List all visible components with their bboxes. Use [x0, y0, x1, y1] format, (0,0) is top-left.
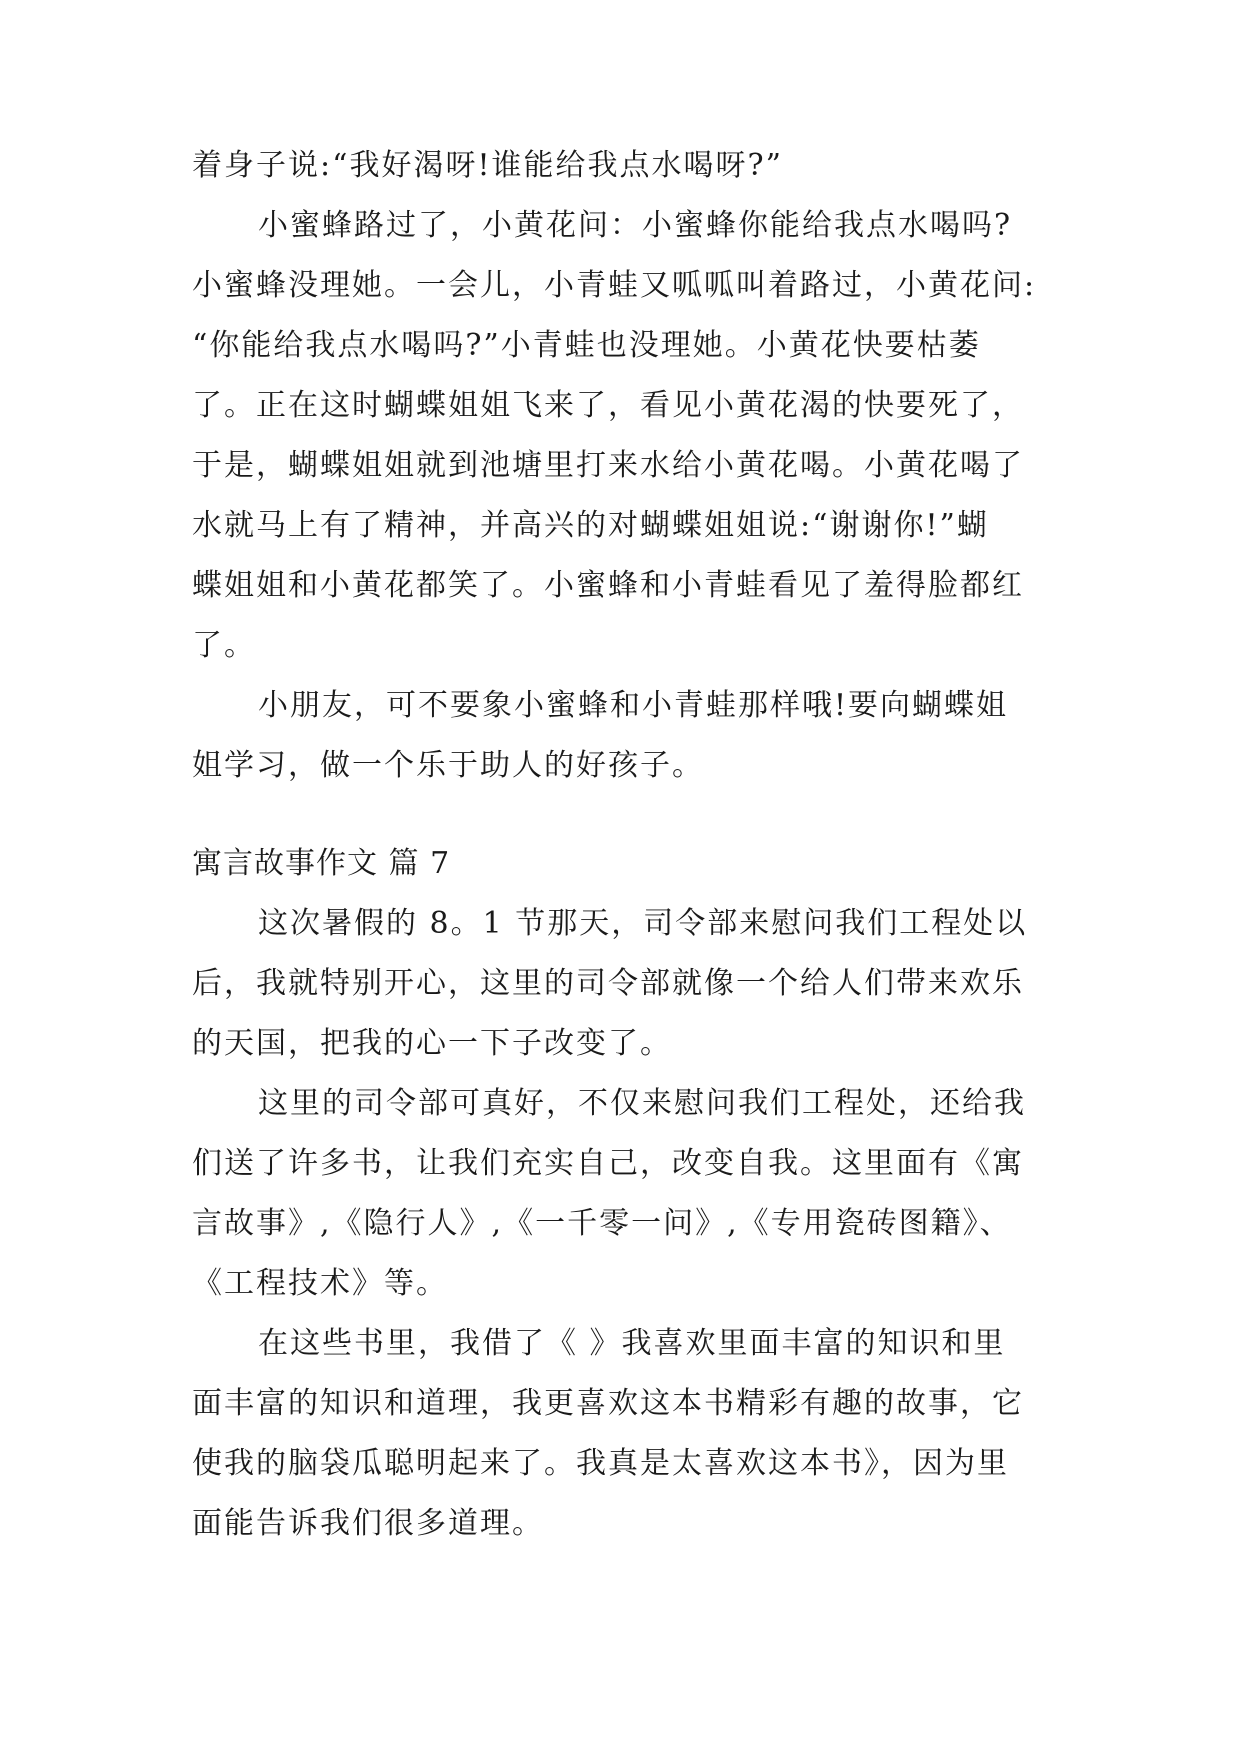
story-paragraph-2	[192, 196, 1052, 676]
text-line: 《工程技术》等。	[192, 1266, 448, 1301]
text-line: 面丰富的知识和道理，我更喜欢这本书精彩有趣的故事，它	[192, 1386, 1024, 1421]
section-paragraph-2	[192, 1074, 1052, 1314]
text-line: 了。正在这时蝴蝶姐姐飞来了，看见小黄花渴的快要死了，	[192, 388, 1024, 423]
section-paragraph-3	[192, 1314, 1052, 1554]
text-line: 小朋友，可不要象小蜜蜂和小青蛙那样哦!要向蝴蝶姐	[258, 688, 1009, 723]
document-body	[192, 136, 1052, 1554]
text-line: 面能告诉我们很多道理。	[192, 1506, 544, 1541]
text-line: 蝶姐姐和小黄花都笑了。小蜜蜂和小青蛙看见了羞得脸都红	[192, 568, 1024, 603]
section-heading: 寓言故事作文 篇 7	[192, 846, 451, 881]
text-line: 们送了许多书，让我们充实自己，改变自我。这里面有《寓	[192, 1146, 1024, 1181]
text-line: 着身子说:“我好渴呀!谁能给我点水喝呀?”	[192, 148, 783, 183]
text-line: 了。	[192, 628, 256, 663]
text-line: 小蜜蜂没理她。一会儿，小青蛙又呱呱叫着路过，小黄花问:	[192, 268, 1037, 303]
text-line: 的天国，把我的心一下子改变了。	[192, 1026, 672, 1061]
text-line: 姐学习，做一个乐于助人的好孩子。	[192, 748, 704, 783]
section-paragraph-1	[192, 894, 1052, 1074]
text-line: 水就马上有了精神，并高兴的对蝴蝶姐姐说:“谢谢你!”蝴	[192, 508, 989, 543]
text-line: 这次暑假的 8。1 节那天，司令部来慰问我们工程处以	[258, 906, 1028, 941]
text-line: “你能给我点水喝吗?”小青蛙也没理她。小黄花快要枯萎	[192, 328, 981, 363]
story-paragraph-3	[192, 676, 1052, 796]
text-line: 后，我就特别开心，这里的司令部就像一个给人们带来欢乐	[192, 966, 1024, 1001]
text-line: 这里的司令部可真好，不仅来慰问我们工程处，还给我	[258, 1086, 1026, 1121]
text-line: 在这些书里，我借了《 》我喜欢里面丰富的知识和里	[258, 1326, 1006, 1361]
text-line: 使我的脑袋瓜聪明起来了。我真是太喜欢这本书》，因为里	[192, 1446, 1009, 1481]
text-line: 于是，蝴蝶姐姐就到池塘里打来水给小黄花喝。小黄花喝了	[192, 448, 1024, 483]
text-line: 言故事》,《隐行人》,《一千零一问》,《专用瓷砖图籍》、	[192, 1206, 1012, 1241]
story-paragraph-1	[192, 136, 1052, 196]
text-line: 小蜜蜂路过了，小黄花问：小蜜蜂你能给我点水喝吗?	[258, 208, 1013, 243]
